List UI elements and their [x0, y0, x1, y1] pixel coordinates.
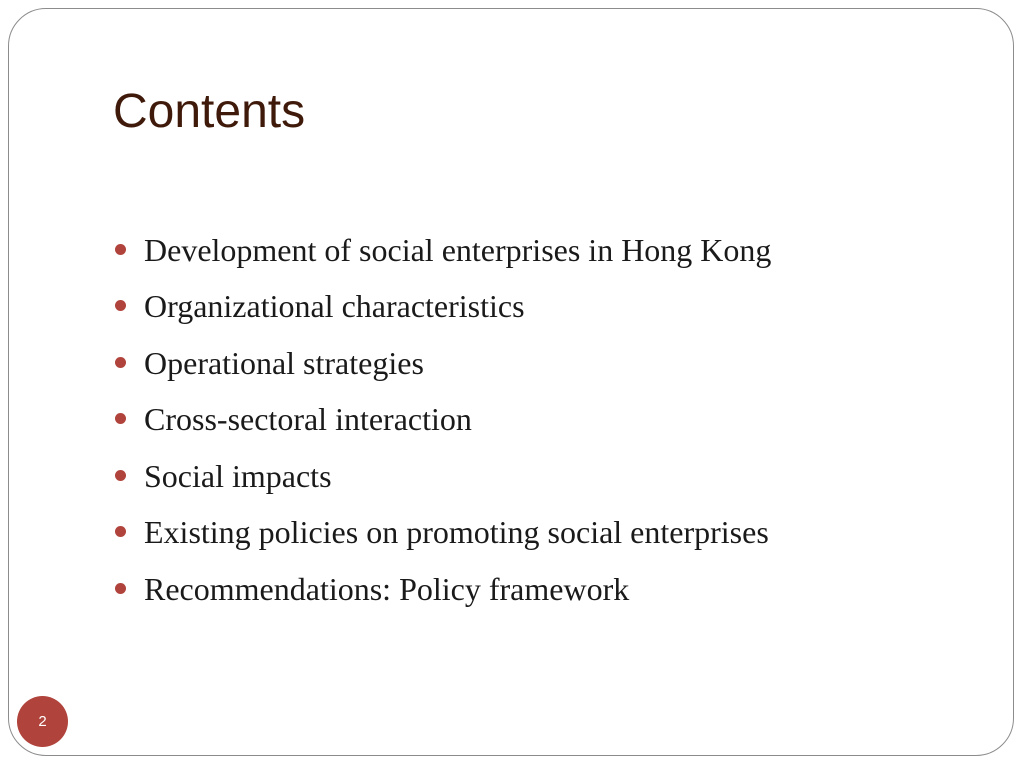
list-item — [115, 335, 771, 392]
list-item-text: Organizational characteristics — [144, 288, 525, 325]
list-item — [115, 505, 771, 562]
list-item-text: Operational strategies — [144, 344, 424, 381]
list-item-text: Recommendations: Policy framework — [144, 570, 630, 607]
list-item-text: Existing policies on promoting social enterprises — [144, 514, 769, 551]
list-item — [115, 448, 771, 505]
bullet-dot-icon — [115, 526, 126, 537]
list-item-text: Development of social enterprises in Hong Kong — [144, 231, 772, 268]
page-number-badge: 2 — [17, 696, 68, 747]
slide-title: Contents — [113, 85, 306, 138]
bullet-dot-icon — [115, 300, 126, 311]
list-item — [115, 561, 771, 618]
list-item — [115, 222, 771, 279]
list-item — [115, 392, 771, 449]
list-item-text: Cross-sectoral interaction — [144, 401, 472, 438]
bullet-dot-icon — [115, 357, 126, 368]
bullet-dot-icon — [115, 413, 126, 424]
bullet-dot-icon — [115, 583, 126, 594]
contents-list — [115, 222, 771, 618]
bullet-dot-icon — [115, 244, 126, 255]
list-item — [115, 279, 771, 336]
list-item-text: Social impacts — [144, 457, 332, 494]
bullet-dot-icon — [115, 470, 126, 481]
